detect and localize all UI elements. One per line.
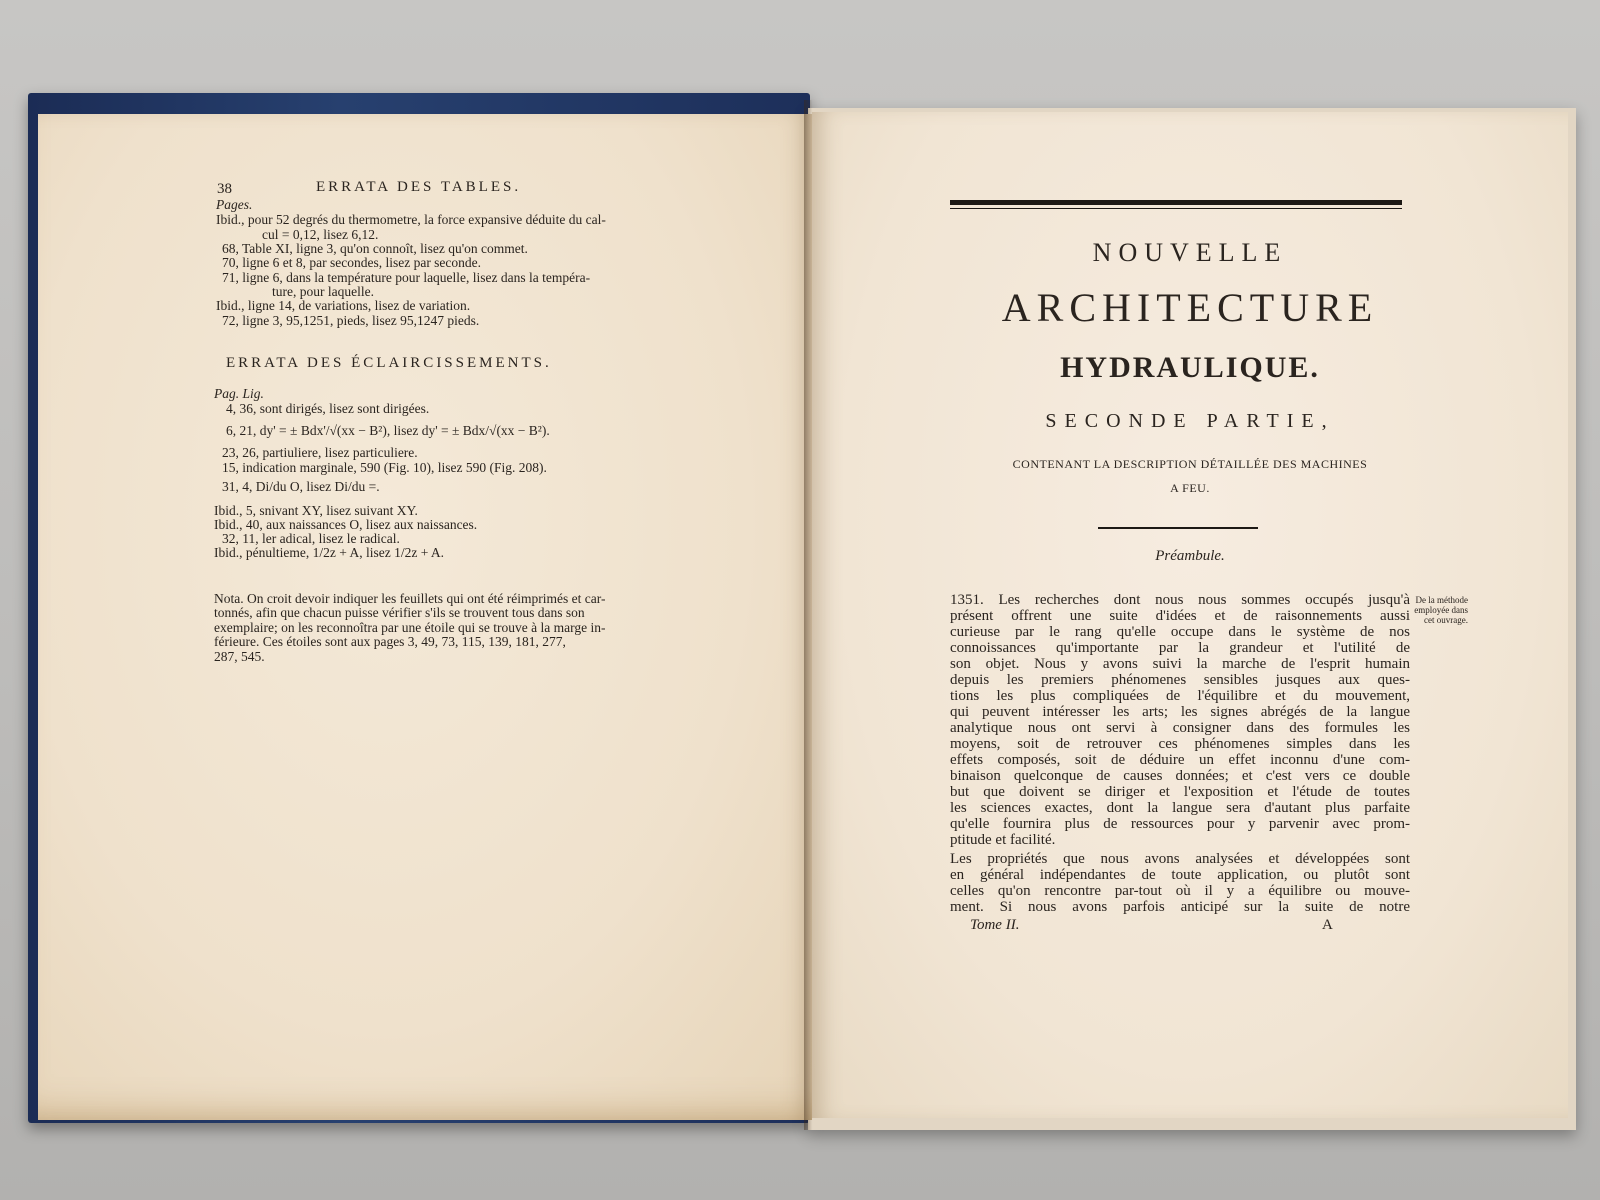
errata-tables-heading: ERRATA DES TABLES. <box>316 179 522 195</box>
body-line: ment. Si nous avons parfois anticipé sur la suite de notre <box>950 899 1410 915</box>
body-line: Les propriétés que nous avons analysées et développées sont <box>950 851 1410 867</box>
body-line: présent offrent une suite d'idées et de raisonnements aussi <box>950 608 1410 624</box>
body-line: depuis les premiers phénomenes sensibles jusques aux ques- <box>950 672 1410 688</box>
preambule-heading: Préambule. <box>1155 548 1225 564</box>
errata-line: 68, Table XI, ligne 3, qu'on connoît, lisez qu'on commet. <box>222 241 528 256</box>
title-rule-thin <box>950 208 1402 209</box>
errata-line: Ibid., 40, aux naissances O, lisez aux naissances. <box>214 517 478 532</box>
errata-line: Ibid., pénultieme, 1/2z + A, lisez 1/2z + A. <box>214 545 445 560</box>
errata-line: 72, ligne 3, 95,1251, pieds, lisez 95,1247 pieds. <box>222 313 480 328</box>
errata-eclaircissements-heading: ERRATA DES ÉCLAIRCISSEMENTS. <box>226 355 552 371</box>
body-line: en général indépendantes de toute application, ou plutôt sont <box>950 867 1410 883</box>
subtitle-line: CONTENANT LA DESCRIPTION DÉTAILLÉE DES MACHINES <box>1012 457 1368 471</box>
book-gutter <box>804 100 818 1130</box>
errata-line: 6, 21, dy' = ± Bdx'/√(xx − B²), lisez dy' = ± Bdx/√(xx − B²). <box>226 423 550 438</box>
body-line: but que doivent se diriger et l'exposition et l'étude de toutes <box>950 784 1410 800</box>
pages-label: Pages. <box>216 197 253 212</box>
page-number: 38 <box>217 181 232 197</box>
title-rule-thick <box>950 200 1402 205</box>
body-line: binaison quelconque de causes données; et c'est vers ce double <box>950 768 1410 784</box>
errata-line: 4, 36, sont dirigés, lisez sont dirigées. <box>226 401 430 416</box>
body-line: tions les plus compliquées de l'équilibre et du mouvement, <box>950 688 1410 704</box>
nota-line: tonnés, afin que chacun puisse vérifier s'ils se trouvent tous dans son <box>214 605 585 620</box>
body-line: les sciences exactes, dont la langue sera d'autant plus parfaite <box>950 800 1410 816</box>
body-line: moyens, soit de retrouver ces phénomenes simples dans les <box>950 736 1410 752</box>
errata-line: 71, ligne 6, dans la température pour laquelle, lisez dans la tempéra- <box>222 270 591 285</box>
right-page <box>812 112 1568 1118</box>
body-line: analytique nous ont servi à consigner dans des formules les <box>950 720 1410 736</box>
body-line: qu'elle fournira plus de ressources pour y parvenir avec prom- <box>950 816 1410 832</box>
errata-line: 15, indication marginale, 590 (Fig. 10), lisez 590 (Fig. 208). <box>222 460 547 475</box>
footer-volume: Tome II. <box>970 917 1020 933</box>
subtitle-line: A FEU. <box>1170 481 1210 495</box>
nota-line: exemplaire; on les reconnoîtra par une étoile qui se trouve à la marge in- <box>214 620 606 635</box>
body-line: effets composés, soit de déduire un effet inconnu d'une com- <box>950 752 1410 768</box>
body-line: celles qu'on rencontre par-tout où il y a équilibre ou mouve- <box>950 883 1410 899</box>
margin-note: De la méthode employée dans cet ouvrage. <box>1414 595 1468 625</box>
footer-signature: A <box>1322 917 1333 933</box>
nota-line: férieure. Ces étoiles sont aux pages 3, 49, 73, 115, 139, 181, 277, <box>214 634 566 649</box>
errata-line: Ibid., ligne 14, de variations, lisez de variation. <box>216 298 471 313</box>
body-line: qui peuvent intéresser les arts; les signes abrégés de la langue <box>950 704 1410 720</box>
body-line: son objet. Nous y avons suivi la marche de l'esprit humain <box>950 656 1410 672</box>
title-architecture: ARCHITECTURE <box>1001 285 1379 330</box>
title-seconde-partie: SECONDE PARTIE, <box>1045 410 1335 432</box>
pag-lig-label: Pag. Lig. <box>214 386 264 401</box>
errata-line: 31, 4, Di/du O, lisez Di/du =. <box>222 479 380 494</box>
nota-line: 287, 545. <box>214 649 265 664</box>
errata-line: 32, 11, ler adical, lisez le radical. <box>222 531 400 546</box>
title-nouvelle: NOUVELLE <box>1092 238 1288 267</box>
errata-line: Ibid., 5, snivant XY, lisez suivant XY. <box>214 503 418 518</box>
nota-line: Nota. On croit devoir indiquer les feuillets qui ont été réimprimés et car- <box>214 591 606 606</box>
left-page <box>38 114 812 1120</box>
errata-line: 23, 26, partiuliere, lisez particuliere. <box>222 445 418 460</box>
body-line: curieuse par le rang qu'elle occupe dans le système de nos <box>950 624 1410 640</box>
errata-line: 70, ligne 6 et 8, par secondes, lisez par seconde. <box>222 255 482 270</box>
section-divider <box>1098 527 1258 529</box>
body-line: ptitude et facilité. <box>950 832 1056 848</box>
errata-line: ture, pour laquelle. <box>272 284 374 299</box>
body-line: 1351. Les recherches dont nous nous sommes occupés jusqu'à <box>950 592 1410 608</box>
errata-line: Ibid., pour 52 degrés du thermometre, la force expansive déduite du cal- <box>216 212 606 227</box>
body-line: connoissances qu'importante par la grandeur et l'utilité de <box>950 640 1410 656</box>
title-hydraulique: HYDRAULIQUE. <box>1060 351 1320 384</box>
errata-line: cul = 0,12, lisez 6,12. <box>262 227 379 242</box>
